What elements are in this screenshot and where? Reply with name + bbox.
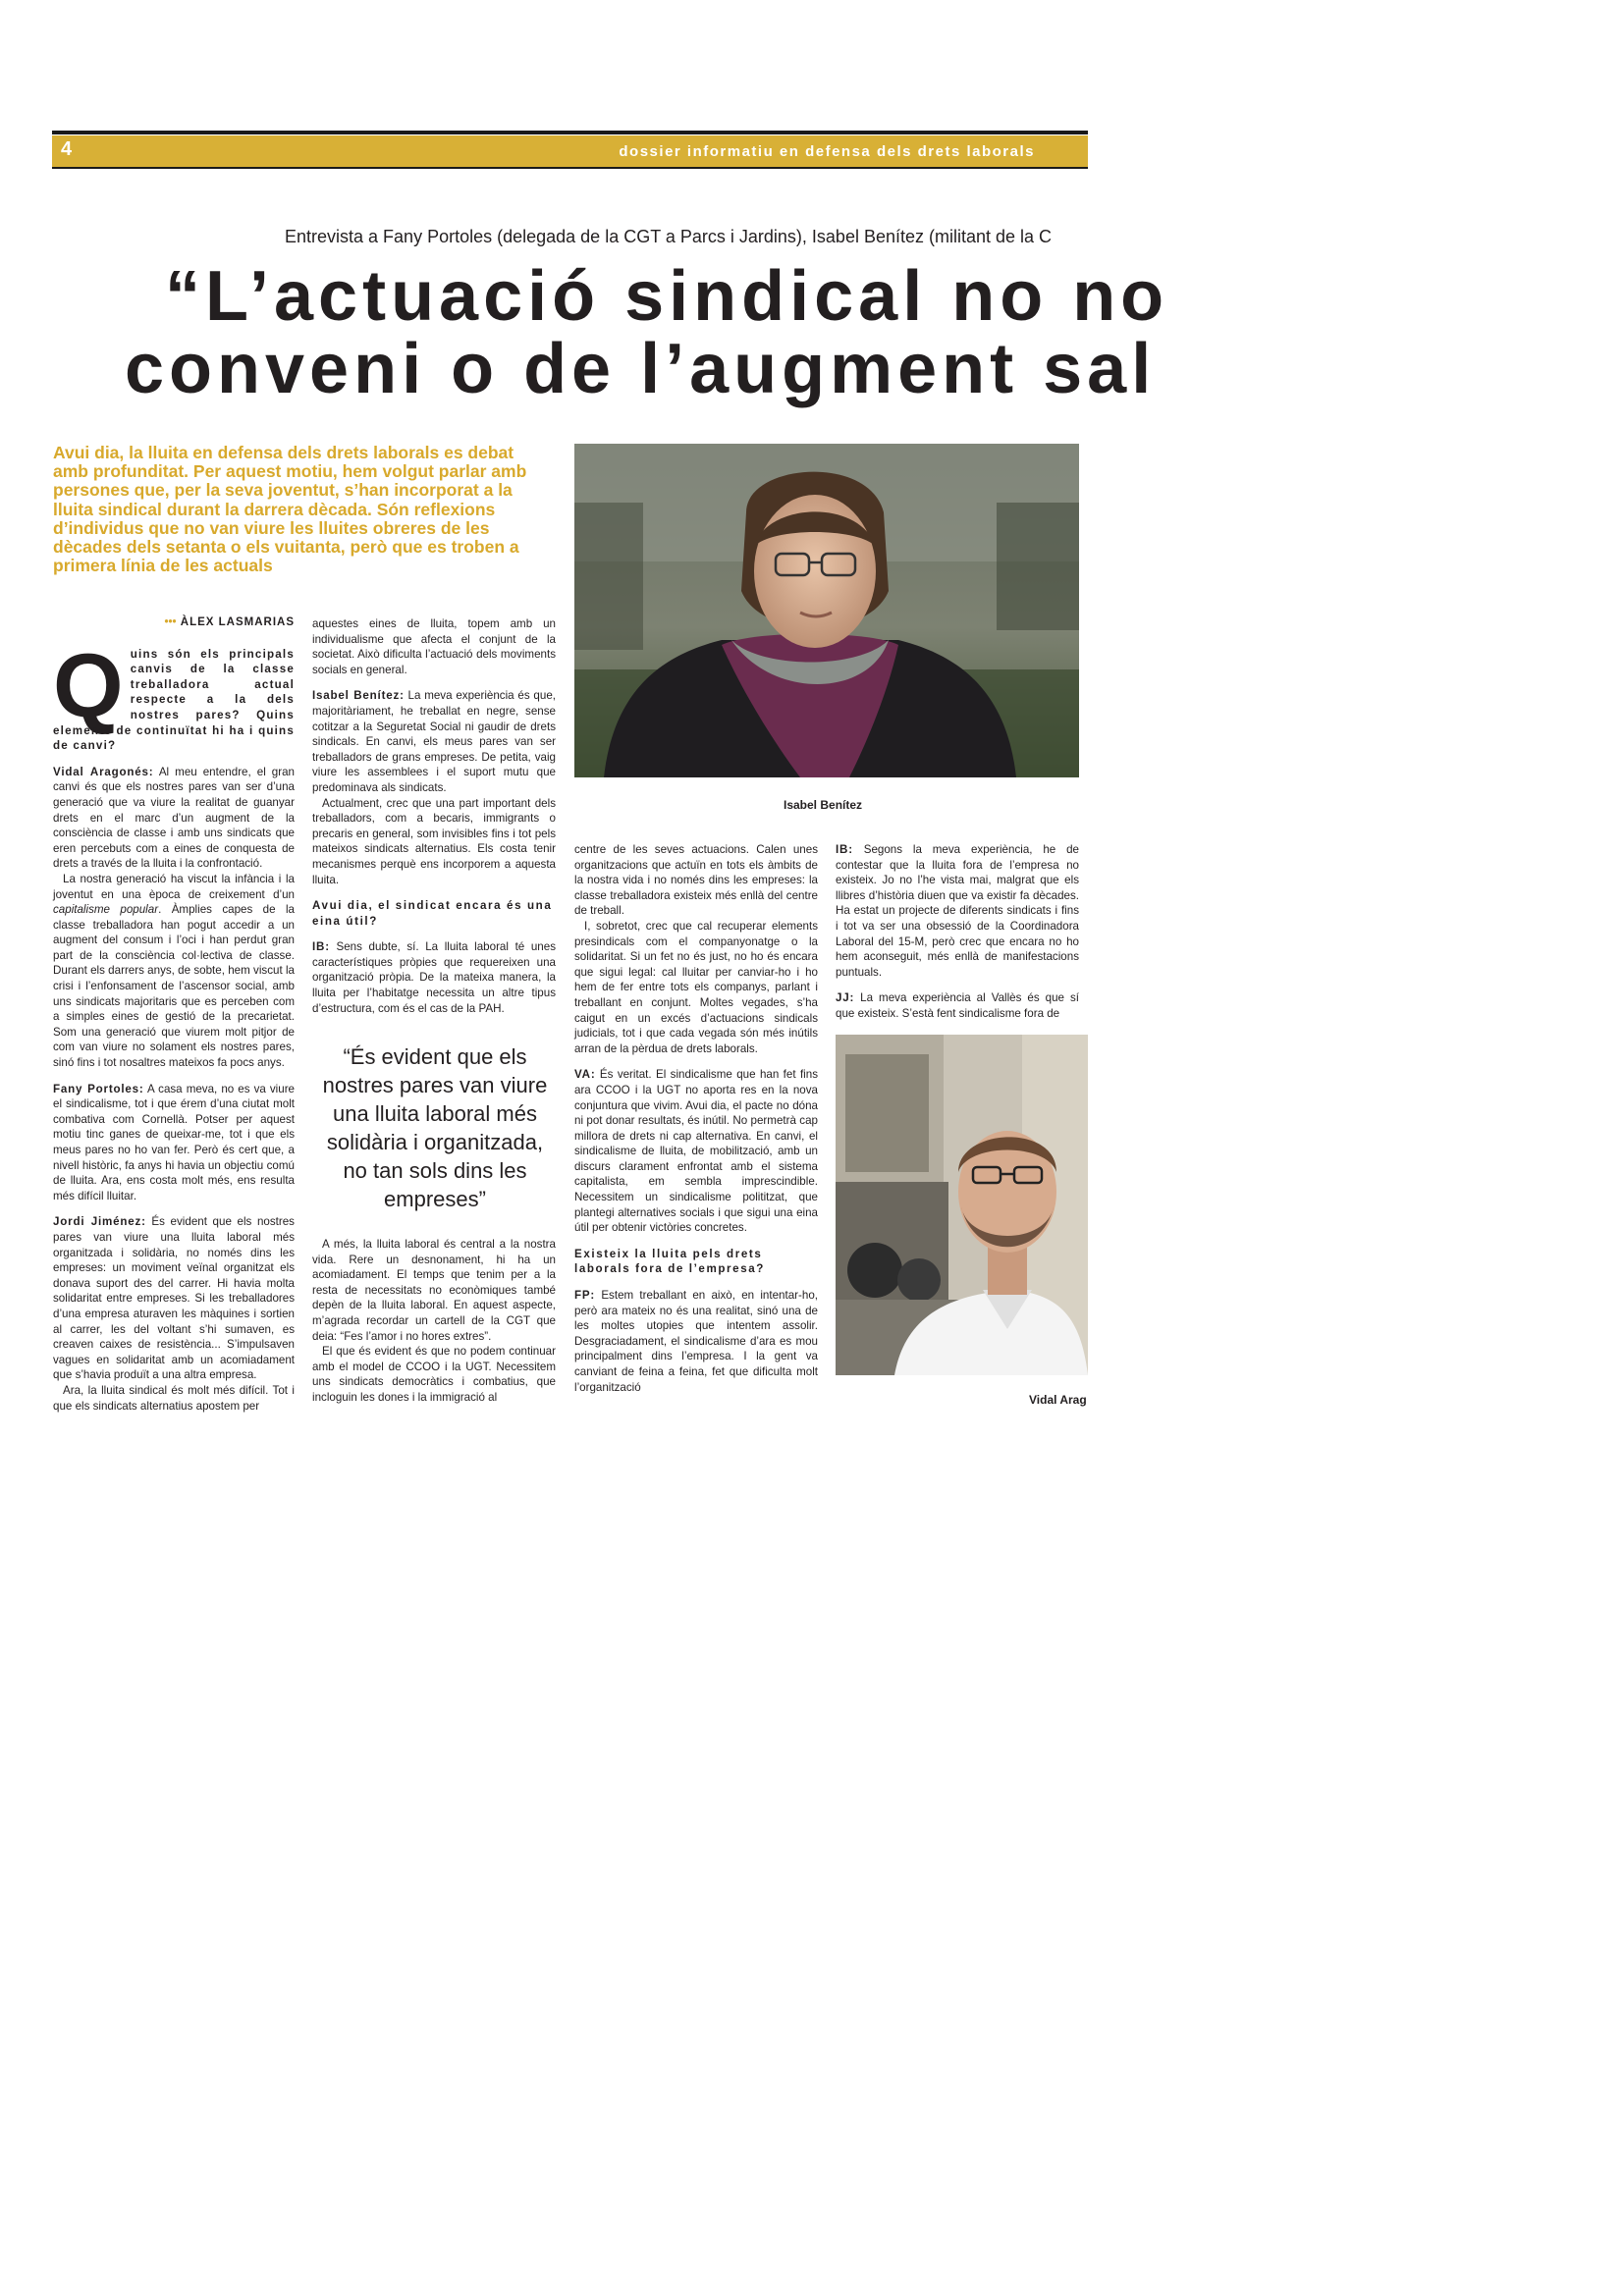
emphasis-text: capitalisme popular — [53, 903, 159, 917]
pull-quote: “És evident que els nostres pares van viure una lluita laboral més solidària i organitzada, no tan sols dins les empreses” — [322, 1044, 548, 1211]
answer-text: . Àmplies capes de la classe treballadora han pogut accedir a un augment del consum i l’oci i han perdut gran part de la consciència col·lectiva de classe. Durant els darrers anys, de sobte, hem viscut la crisi i l’enfonsament de l’ascensor social, amb uns sindicats majoritaris que es perceben com a simples eines de gestió de la precarietat. Som una generació que viurem molt pitjor de com van viure no solament els nostres pares, sinó fins i tot nosaltres mateixos fa pocs anys. — [53, 903, 296, 1070]
speaker-va: VA: — [574, 1068, 596, 1082]
answer-text: Segons la meva experiència, he de contestar que la lluita fora de l’empresa no existeix. Jo no l’he vista mai, malgrat que els llibres d’història diuen que va existir fa dècades. Ha estat un projecte de diferents sindicats i fins i tot va ser una obsessió de la Coordinadora Laboral del 15-M, però crec que encara no ho hem aconseguit, més enllà de manifestacions puntuals. — [836, 843, 1079, 979]
drop-cap: Q — [53, 635, 125, 736]
photo-caption-isabel: Isabel Benítez — [784, 798, 863, 812]
answer-text: És evident que els nostres pares van viure una lluita laboral més organitzada i solidària, no només dins les empreses: un moviment veïnal organitzat els donava suport des del carrer. Hi havia molta solidaritat entre empreses. Si les treballadores d’una empresa aturaven les màquines i sortien al carrer, les del voltant s’hi sumaven, es creaven caixes de resistència... S’impulsaven vagues en solidaritat amb un acomiadament que s’havia produït a una altra empresa. — [53, 1215, 295, 1382]
interview-kicker: Entrevista a Fany Portoles (delegada de la CGT a Parcs i Jardins), Isabel Benítez (militant de la C — [285, 227, 1053, 246]
answer-isabel-5: El que és evident és que no podem continuar amb el model de CCOO i la UGT. Necessitem uns sindicats democràtics i combatius, que incloguin les dones i la immigració al — [312, 1345, 556, 1404]
byline-dots: ••• — [164, 616, 177, 628]
answer-text: És veritat. El sindicalisme que han fet fins ara CCOO i la UGT no aporta res en la nova conjuntura que vivim. Avui dia, el pacte no dóna ni pot donar resultats, és inútil. No permetrà cap millora de drets ni cap alternativa. En canvi, el sindicalisme de lluita, de mobilització, amb un discurs clarament enfrontat amb el sistema capitalista, em sembla imprescindible. Necessitem un sindicalisme polititzat, que plantegi alternatives socials i que sigui una eina útil per obtenir victòries concretes. — [574, 1068, 818, 1235]
headline-line-1: “L’actuació sindical no no — [165, 257, 1169, 336]
answer-isabel-3 — [312, 939, 556, 1016]
answer-isabel-7 — [836, 842, 1079, 980]
continuation-paragraph: aquestes eines de lluita, topem amb un individualisme que afecta el conjunt de la societat. Això dificulta l’actuació dels moviments socials en general. — [312, 617, 556, 676]
speaker-jordi: Jordi Jiménez: — [53, 1215, 146, 1229]
photo-caption-vidal: Vidal Arag — [1029, 1393, 1087, 1407]
page-number: 4 — [61, 138, 73, 160]
answer-isabel-1 — [312, 688, 556, 795]
question-3: Existeix la lluita pels drets laborals fora de l’empresa? — [574, 1247, 765, 1276]
answer-fany-2 — [574, 1288, 818, 1395]
article-column-4 — [836, 842, 1079, 1022]
speaker-fany: Fany Portoles: — [53, 1082, 144, 1095]
header-rule — [52, 131, 1088, 134]
article-column-2 — [312, 616, 556, 1016]
byline — [53, 615, 295, 631]
question-2: Avui dia, el sindicat encara és una eina útil? — [312, 899, 553, 928]
answer-vidal-2 — [53, 872, 295, 1071]
answer-text: La meva experiència és que, majoritàriament, he treballat en negre, sense cotitzar a la Seguretat Social ni gaudir de drets sindicals. En canvi, els meus pares van ser treballadors de grans empreses. De petita, vaig viure les assemblees i el suport mutu que predominava als sindicats. — [312, 689, 556, 794]
photo-vidal-aragones — [836, 1035, 1088, 1375]
continuation-paragraph: centre de les seves actuacions. Calen unes organitzacions que actuïn en tots els àmbits de la nostra vida i no només dins les empreses: la classe treballadora existeix més enllà del centre de treball. — [574, 843, 818, 918]
article-column-4-clip — [836, 842, 1088, 1029]
answer-jordi-3 — [836, 990, 1079, 1021]
speaker-vidal: Vidal Aragonés: — [53, 765, 154, 778]
answer-jordi-2: Ara, la lluita sindical és molt més difícil. Tot i que els sindicats alternatius apostem per — [53, 1383, 295, 1413]
answer-text: Sens dubte, sí. La lluita laboral té unes característiques pròpies que requereixen una organització pròpia. De la mateixa manera, la lluita per l’habitatge necessita un altre tipus d’estructura, com és el cas de la PAH. — [312, 940, 556, 1015]
answer-text: La nostra generació ha viscut la infància i la joventut en una època de creixement d’un — [53, 872, 295, 901]
speaker-isabel: Isabel Benítez: — [312, 689, 405, 703]
answer-fany-1 — [53, 1082, 295, 1204]
byline-author: ÀLEX LASMARIAS — [180, 616, 295, 628]
answer-vidal-3 — [574, 1067, 818, 1236]
answer-text: Al meu entendre, el gran canvi és que els nostres pares van ser d’una generació que va viure la realitat de guanyar drets en el marc d’un augment de la consciència de classe i amb uns sindicats que eren percebuts com a eines de conquesta de drets a través de la lluita i la confrontació. — [53, 765, 296, 871]
answer-jordi-1 — [53, 1214, 295, 1383]
speaker-ib: IB: — [836, 843, 853, 856]
article-column-3 — [574, 842, 818, 1395]
opening-question-text: uins són els principals canvis de la classe treballadora actual respecte a la dels nostres pares? Quins elements de continuïtat hi ha i quins de canvi? — [53, 647, 295, 753]
answer-text: A casa meva, no es va viure el sindicalisme, tot i que érem d’una ciutat molt combativa com Cornellà. Potser per aquest motiu tinc ganes de queixar-me, tot i que els meus pares no ho van fer. Però és cert que, a nivell històric, fa anys hi havia un objectiu comú de lluita. Ara, ens costa molt més, ens resulta més difícil lluitar. — [53, 1082, 296, 1202]
answer-vidal-1 — [53, 765, 295, 872]
answer-text: Estem treballant en això, en intentar-ho, però ara mateix no és una realitat, sinó una de les moltes utopies que intentem assolir. Desgraciadament, el sindicalisme d’ara es mou principalment dins l’empresa. I la gent va canviant de feina a feina, fet que dificulta molt l’organització — [574, 1289, 818, 1394]
answer-isabel-4: A més, la lluita laboral és central a la nostra vida. Rere un desnonament, hi ha un acomiadament. El temps que tenim per a la resta de necessitats no econòmiques també depèn de la lluita laboral. En aquest aspecte, m’agrada recordar un cartell de la CGT que deia: “Fes l’amor i no hores extres”. — [312, 1238, 556, 1343]
article-column-2-lower — [312, 1237, 556, 1406]
answer-text: La meva experiència al Vallès és que sí que existeix. S’està fent sindicalisme fora de — [836, 991, 1079, 1020]
section-title: dossier informatiu en defensa dels drets laborals — [619, 143, 1035, 160]
section-header-bar — [52, 135, 1088, 169]
speaker-jj: JJ: — [836, 991, 855, 1005]
answer-isabel-2: Actualment, crec que una part important dels treballadors, com a becaris, immigrants o precaris en general, som invisibles fins i tot pels mateixos sindicats alternatius. Els costa tenir mecanismes perquè ens incorporem a aquesta lluita. — [312, 796, 556, 886]
lede-paragraph: Avui dia, la lluita en defensa dels drets laborals es debat amb profunditat. Per aquest motiu, hem volgut parlar amb persones que, per la seva joventut, s’han incorporat a la lluita sindical durant la darrera dècada. Són reflexions d’individus que no van viure les lluites obreres de les dècades dels setanta o els vuitanta, però que es troben a primera línia de les actuals — [53, 443, 527, 576]
speaker-ib: IB: — [312, 940, 330, 954]
answer-isabel-6: I, sobretot, crec que cal recuperar elements presindicals com el companyonatge o la solidaritat. Si un fet no és just, no ho és encara que sigui legal: cal lluitar per canviar-ho i ho hem de fer entre tots els companys, parlant i treballant en conjunt. Moltes vegades, s’ha caigut en un excés d’actuacions sindicals judicials, tot i que cada vegada són més inútils arran de la pèrdua de drets laborals. — [574, 919, 818, 1055]
article-column-1 — [53, 615, 295, 1414]
photo-isabel-benitez — [574, 444, 1079, 777]
opening-question — [53, 635, 295, 754]
speaker-fp: FP: — [574, 1289, 596, 1303]
headline-line-2: conveni o de l’augment sal — [125, 330, 1157, 408]
